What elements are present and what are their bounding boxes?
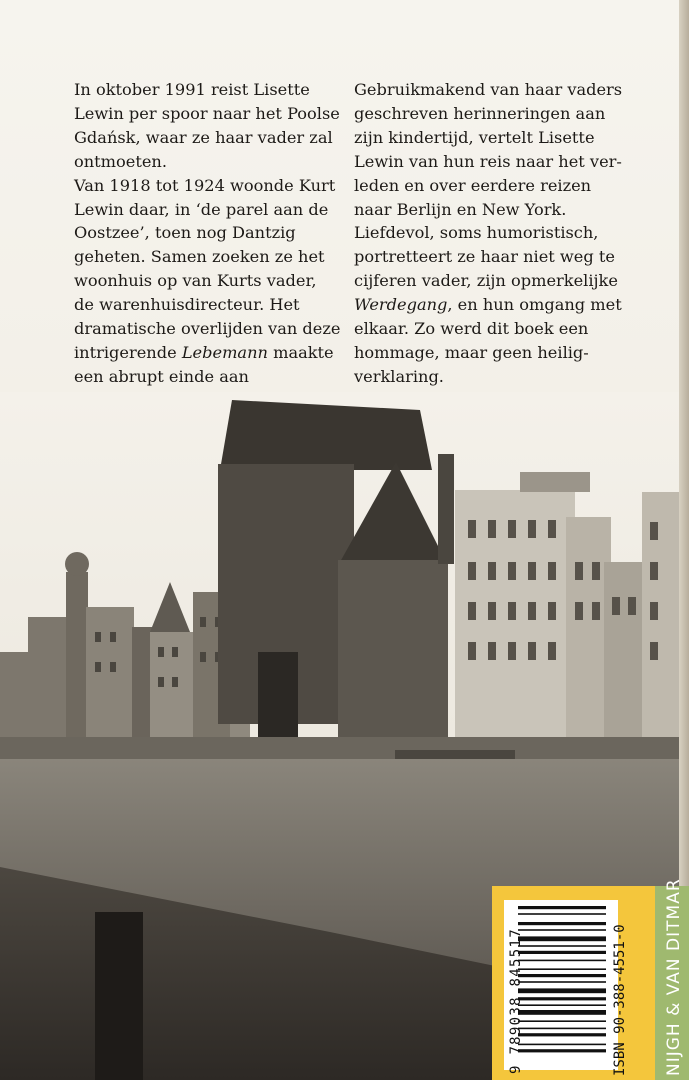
isbn-number: ISBN 90-388-4551-0 xyxy=(612,924,628,1076)
blurb-line: Oostzee’, toen nog Dantzig xyxy=(74,223,296,243)
quay xyxy=(0,737,679,759)
blurb-line: Lewin daar, in ‘de parel aan de xyxy=(74,199,329,219)
barcode-bar xyxy=(518,936,606,941)
mooring-post xyxy=(95,912,143,1080)
blurb-line: geschreven herinneringen aan xyxy=(354,103,606,123)
blurb-line: ontmoeten. xyxy=(74,151,168,171)
blurb-line: Van 1918 tot 1924 woonde Kurt xyxy=(74,175,336,195)
blurb-line: hommage, maar geen heilig- xyxy=(354,342,589,362)
barcode-bar xyxy=(518,913,606,915)
barcode-bar xyxy=(518,1028,606,1030)
barcode-bar xyxy=(518,951,606,954)
blurb-text: maakte xyxy=(273,342,334,362)
barcode-bar xyxy=(518,1049,606,1052)
blurb-line: Gdańsk, waar ze haar vader zal xyxy=(74,127,333,147)
barcode-bar xyxy=(518,1020,606,1022)
blurb-line: Gebruikmakend van haar vaders xyxy=(354,80,623,99)
blurb-line: portretteert ze haar niet weg te xyxy=(354,247,615,267)
barcode-bar xyxy=(518,906,606,909)
crane-gate xyxy=(218,400,454,742)
blurb-italic-term: Werdegang xyxy=(354,295,448,315)
blurb-line: woonhuis op van Kurts vader, xyxy=(74,271,317,291)
publisher-name: NIJGH & VAN DITMAR xyxy=(664,878,684,1076)
blurb-line: Lewin per spoor naar het Poolse xyxy=(74,103,340,123)
blurb-line: verklaring. xyxy=(354,366,444,386)
barcode-bar xyxy=(518,981,606,983)
blurb-line: elkaar. Zo werd dit boek een xyxy=(354,319,589,339)
blurb-line: leden en over eerdere reizen xyxy=(354,175,592,195)
blurb-italic-term: Lebemann xyxy=(181,342,268,362)
blurb-line: dramatische overlijden van deze xyxy=(74,319,341,339)
barcode-bar xyxy=(518,945,606,947)
blurb-left-column xyxy=(74,78,344,437)
blurb-line-mixed xyxy=(354,293,654,317)
blurb-text: intrigerende xyxy=(74,342,177,362)
barcode-bar xyxy=(518,988,606,993)
barcode-bar xyxy=(518,1044,606,1046)
blurb-text: , en hun omgang met xyxy=(447,295,622,315)
blurb-line: cijferen vader, zijn opmerkelijke xyxy=(354,271,618,291)
blurb-line-mixed xyxy=(74,341,344,365)
barcode-bar xyxy=(518,929,606,931)
barcode-bar xyxy=(518,1010,606,1015)
barcode-bar xyxy=(518,974,606,977)
barcode-bar xyxy=(518,968,606,970)
barcode-bar xyxy=(518,960,606,962)
barcode-bar xyxy=(518,1033,606,1036)
barcode-bar xyxy=(518,997,606,1000)
blurb-line: geheten. Samen zoeken ze het xyxy=(74,247,325,267)
blurb-line: In oktober 1991 reist Lisette xyxy=(74,80,310,99)
blurb-right-column xyxy=(354,78,654,389)
blurb-line: zijn kindertijd, vertelt Lisette xyxy=(354,127,595,147)
blurb-line: de warenhuisdirecteur. Het xyxy=(74,295,300,315)
ean-digits: 9 789038 845517 xyxy=(508,928,524,1074)
blurb-line: Lewin van hun reis naar het ver- xyxy=(354,151,622,171)
barcode-bar xyxy=(518,922,606,925)
blurb-line: een abrupt einde aan xyxy=(74,366,249,386)
barcode-bar xyxy=(518,1004,606,1006)
blurb-line: Liefdevol, soms humoristisch, xyxy=(354,223,599,243)
blurb-line: naar Berlijn en New York. xyxy=(354,199,567,219)
